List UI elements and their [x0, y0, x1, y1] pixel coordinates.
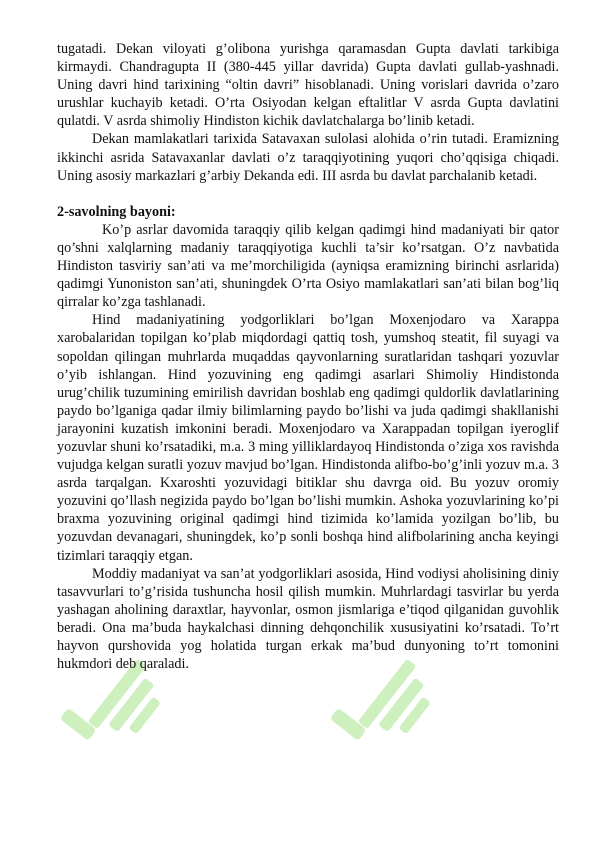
section-heading: 2-savolning bayoni: [57, 203, 176, 220]
document-body [57, 40, 559, 673]
paragraph-spacer [57, 185, 559, 203]
paragraph-1: tugatadi. Dekan viloyati g’olibona yurishga qaramasdan Gupta davlati tarkibiga kirmaydi. Chandragupta II (380-445 yillar davrida) Gupta davlati gullab-yashnadi. Uning davri hind tarixining “oltin davri” hisoblanadi. Uning vorislari davrida o’zaro urushlar kuchayib ketadi. O’rta Osiyodan kelgan eftalitlar V asrda Gupta davlatini qulatdi. V asrda shimoliy Hindiston kichik davlatchalarga bo’linib ketadi. [57, 41, 559, 130]
paragraph-3: Ko’p asrlar davomida taraqqiy qilib kelgan qadimgi hind madaniyati bir qator qo’shni xalqlarning madaniy taraqqiyotiga kuchli ta’sir ko’rsatgan. O’z navbatida Hindiston tasviriy san’ati va me’morchiligida (ayniqsa eramizning birinchi asrlarida) qadimgi Yunoniston san’ati, shuningdek O’rta Osiyo mamlakatlari san’ati bilan bog’liq qirralar ko’zga tashlanadi. [57, 221, 559, 311]
paragraph-4: Hind madaniyatining yodgorliklari bo’lgan Moxenjodaro va Xarappa xarobalaridan topilgan ko’plab miqdordagi qattiq tosh, yumshoq steatit, fil suyagi va sopoldan qilingan muhrlarda muqaddas qayvonlarning suratlaridan tashqari yozuvlar o’yib ishlangan. Hind yozuvining eng qadimgi asarlari Shimoliy Hindistonda urug’chilik tuzumining emirilish davridan boshlab eng qadimgi quldorlik davlatlarining paydo bo’lganiga qadar ilmiy bilimlarning paydo bo’lishi va juda qadimgi shakllanishi jarayonini kuzatish imkonini beradi. Moxenjodaro va Xarappadan topilgan iyeroglif yozuvlar shuni ko’rsatadiki, m.a. 3 ming yilliklardayoq Hindistonda o’ziga xos ravishda vujudga kelgan suratli yozuv mavjud bo’lgan. Hindistonda alifbo-bo’g’inli yozuv m.a. 3 asrda tarqalgan. Kxaroshti yozuvidagi bitiklar shu davrga oid. Bu yozuv oromiy yozuvini qo’llash negizida paydo bo’lgan bo’lishi mumkin. Ashoka yozuvlarining ko’pi braxma yozuvining original qadimgi hind tizimida ko’lamida yozilgan bo’lib, bu yozuvdan devanagari, shuningdek, ko’p sonli boshqa hind alifbolarining ancha keyingi tizimlari taraqqiy etgan. [57, 312, 559, 564]
paragraph-5: Moddiy madaniyat va san’at yodgorliklari asosida, Hind vodiysi aholisining diniy tasavvurlari to’g’risida tushuncha hosil qilish mumkin. Muhrlardagi tasvirlar bu yerda yashagan aholining daraxtlar, hayvonlar, osmon jismlariga e’tiqod qilganidan guvohlik beradi. Ona ma’buda haykalchasi dinning dehqonchilik xususiyatini ko’rsatadi. To’rt hayvon qurshovida yog holatida turgan erkak ma’bud dunyoning to’rt tomonini hukmdori deb qaraladi. [57, 565, 559, 673]
paragraph-2: Dekan mamlakatlari tarixida Satavaxan sulolasi alohida o’rin tutadi. Eramizning ikkinchi asrida Satavaxanlar davlati o’z taraqqiyotining yuqori cho’qqisiga chiqadi. Uning asosiy markazlari g’arbiy Dekanda edi. III asrda bu davlat parchalanib ketadi. [57, 131, 559, 184]
